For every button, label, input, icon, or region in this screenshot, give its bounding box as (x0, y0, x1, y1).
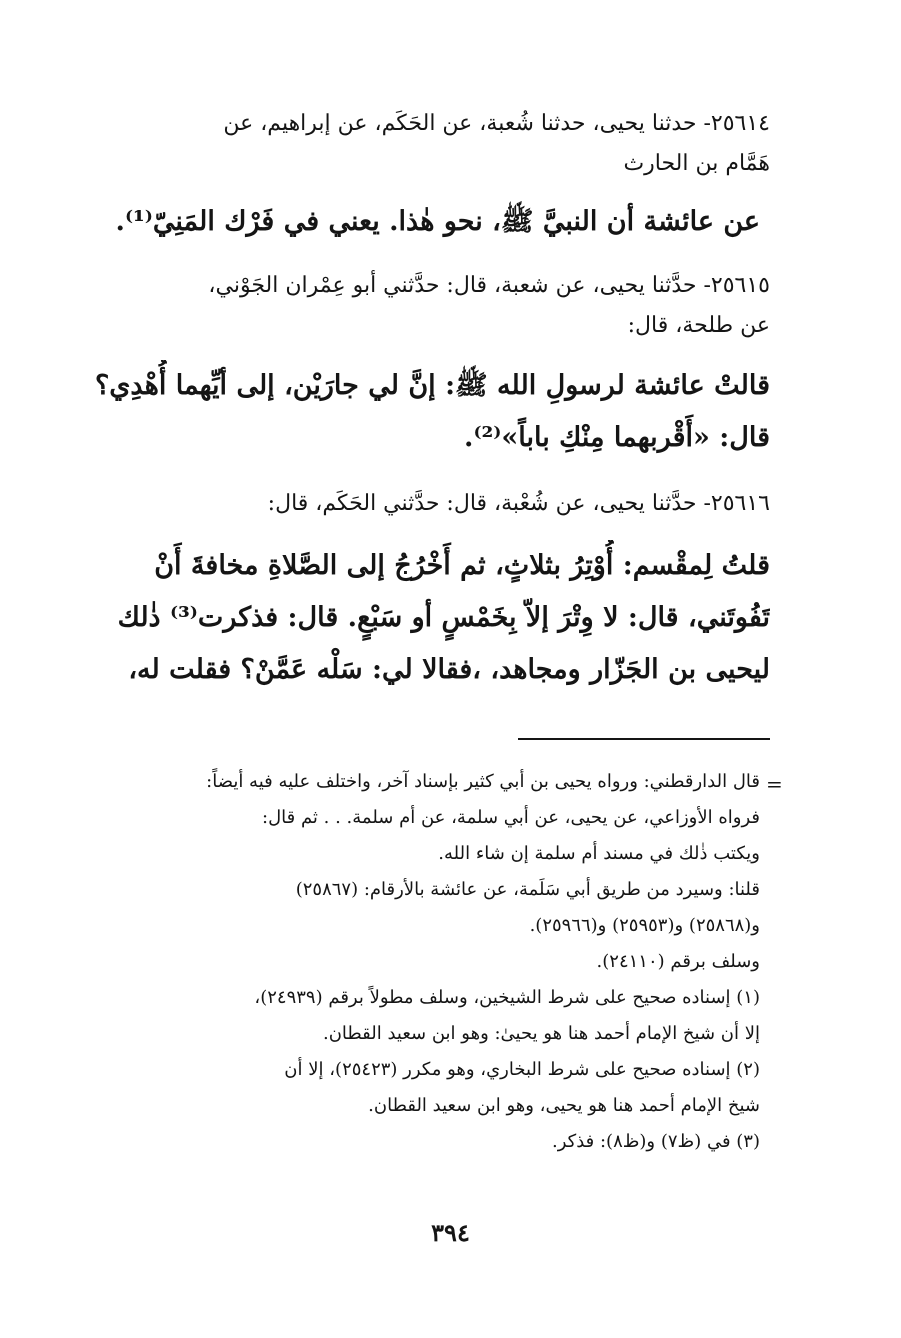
footnote-3: (٣) في (ظ٧) و(ظ٨): فذكر. (552, 1131, 760, 1152)
page-number: ٣٩٤ (431, 1218, 470, 1247)
text-line: ٢٥٦١٦- حدَّثنا يحيى، عن شُعْبة، قال: حدَّثني الحَكَم، قال: (267, 491, 770, 516)
hadith-25615-isnad (70, 266, 770, 346)
text-line: تَفُوتَني، قال: لا وِتْرَ إلاّ بِخَمْسٍ أو سَبْعٍ. قال: فذكرت⁽³⁾ ذٰلك (117, 602, 770, 633)
footnote-line: ويكتب ذٰلك في مسند أم سلمة إن شاء الله. (438, 843, 760, 864)
text-line: ٢٥٦١٤- حدثنا يحيى، حدثنا شُعبة، عن الحَكَم، عن إبراهيم، عن (223, 111, 770, 136)
footnote-line: شيخ الإمام أحمد هنا هو يحيى، وهو ابن سعيد القطان. (368, 1095, 760, 1116)
text-line: عن طلحة، قال: (627, 313, 770, 338)
hadith-25616-isnad (70, 484, 770, 524)
footnote-1: (١) إسناده صحيح على شرط الشيخين، وسلف مطولاً برقم (٢٤٩٣٩)، (254, 987, 760, 1008)
text-line: ليحيى بن الجَزّار ومجاهد، ،فقالا لي: سَلْه عَمَّنْ؟ فقلت له، (128, 654, 770, 685)
footnote-line: إلا أن شيخ الإمام أحمد هنا هو يحيىٰ: وهو ابن سعيد القطان. (322, 1023, 760, 1044)
footnote-line: وسلف برقم (٢٤١١٠). (596, 951, 760, 972)
hadith-25614-isnad (70, 104, 770, 184)
text-line: ٢٥٦١٥- حدَّثنا يحيى، عن شعبة، قال: حدَّثني أبو عِمْران الجَوْني، (208, 273, 770, 298)
footnote-line: و(٢٥٨٦٨) و(٢٥٩٥٣) و(٢٥٩٦٦). (529, 915, 760, 936)
continuation-mark: = (766, 772, 783, 796)
footnote-line: قال الدارقطني: ورواه يحيى بن أبي كثير بإسناد آخر، واختلف عليه فيه أيضاً: (206, 771, 760, 792)
footnotes (70, 764, 760, 1160)
text-line: قلتُ لِمقْسم: أُوْتِرُ بثلاثٍ، ثم أَخْرُجُ إلى الصَّلاةِ مخافةَ أَنْ (154, 550, 770, 581)
hadith-25615-matn (70, 360, 770, 464)
footnote-separator (518, 738, 770, 740)
hadith-25616-matn (70, 540, 770, 696)
text-line: قالتْ عائشة لرسولِ الله ﷺ: إنَّ لي جارَيْن، إلى أيِّهما أُهْدِي؟ (94, 370, 770, 401)
text-line: عن عائشة أن النبيَّ ﷺ، نحو هٰذا. يعني في فَرْك المَنِيّ⁽¹⁾. (115, 206, 760, 237)
text-line: قال: «أَقْربهما مِنْكِ باباً»⁽²⁾. (464, 422, 770, 453)
footnote-2: (٢) إسناده صحيح على شرط البخاري، وهو مكرر (٢٥٤٢٣)، إلا أن (284, 1059, 760, 1080)
footnote-line: فرواه الأوزاعي، عن يحيى، عن أبي سلمة، عن أم سلمة. . . ثم قال: (262, 807, 760, 828)
footnote-line: قلنا: وسيرد من طريق أبي سَلَمة، عن عائشة بالأرقام: (٢٥٨٦٧) (295, 879, 760, 900)
text-line: هَمَّام بن الحارث (623, 151, 770, 176)
hadith-25614-matn (70, 196, 760, 248)
